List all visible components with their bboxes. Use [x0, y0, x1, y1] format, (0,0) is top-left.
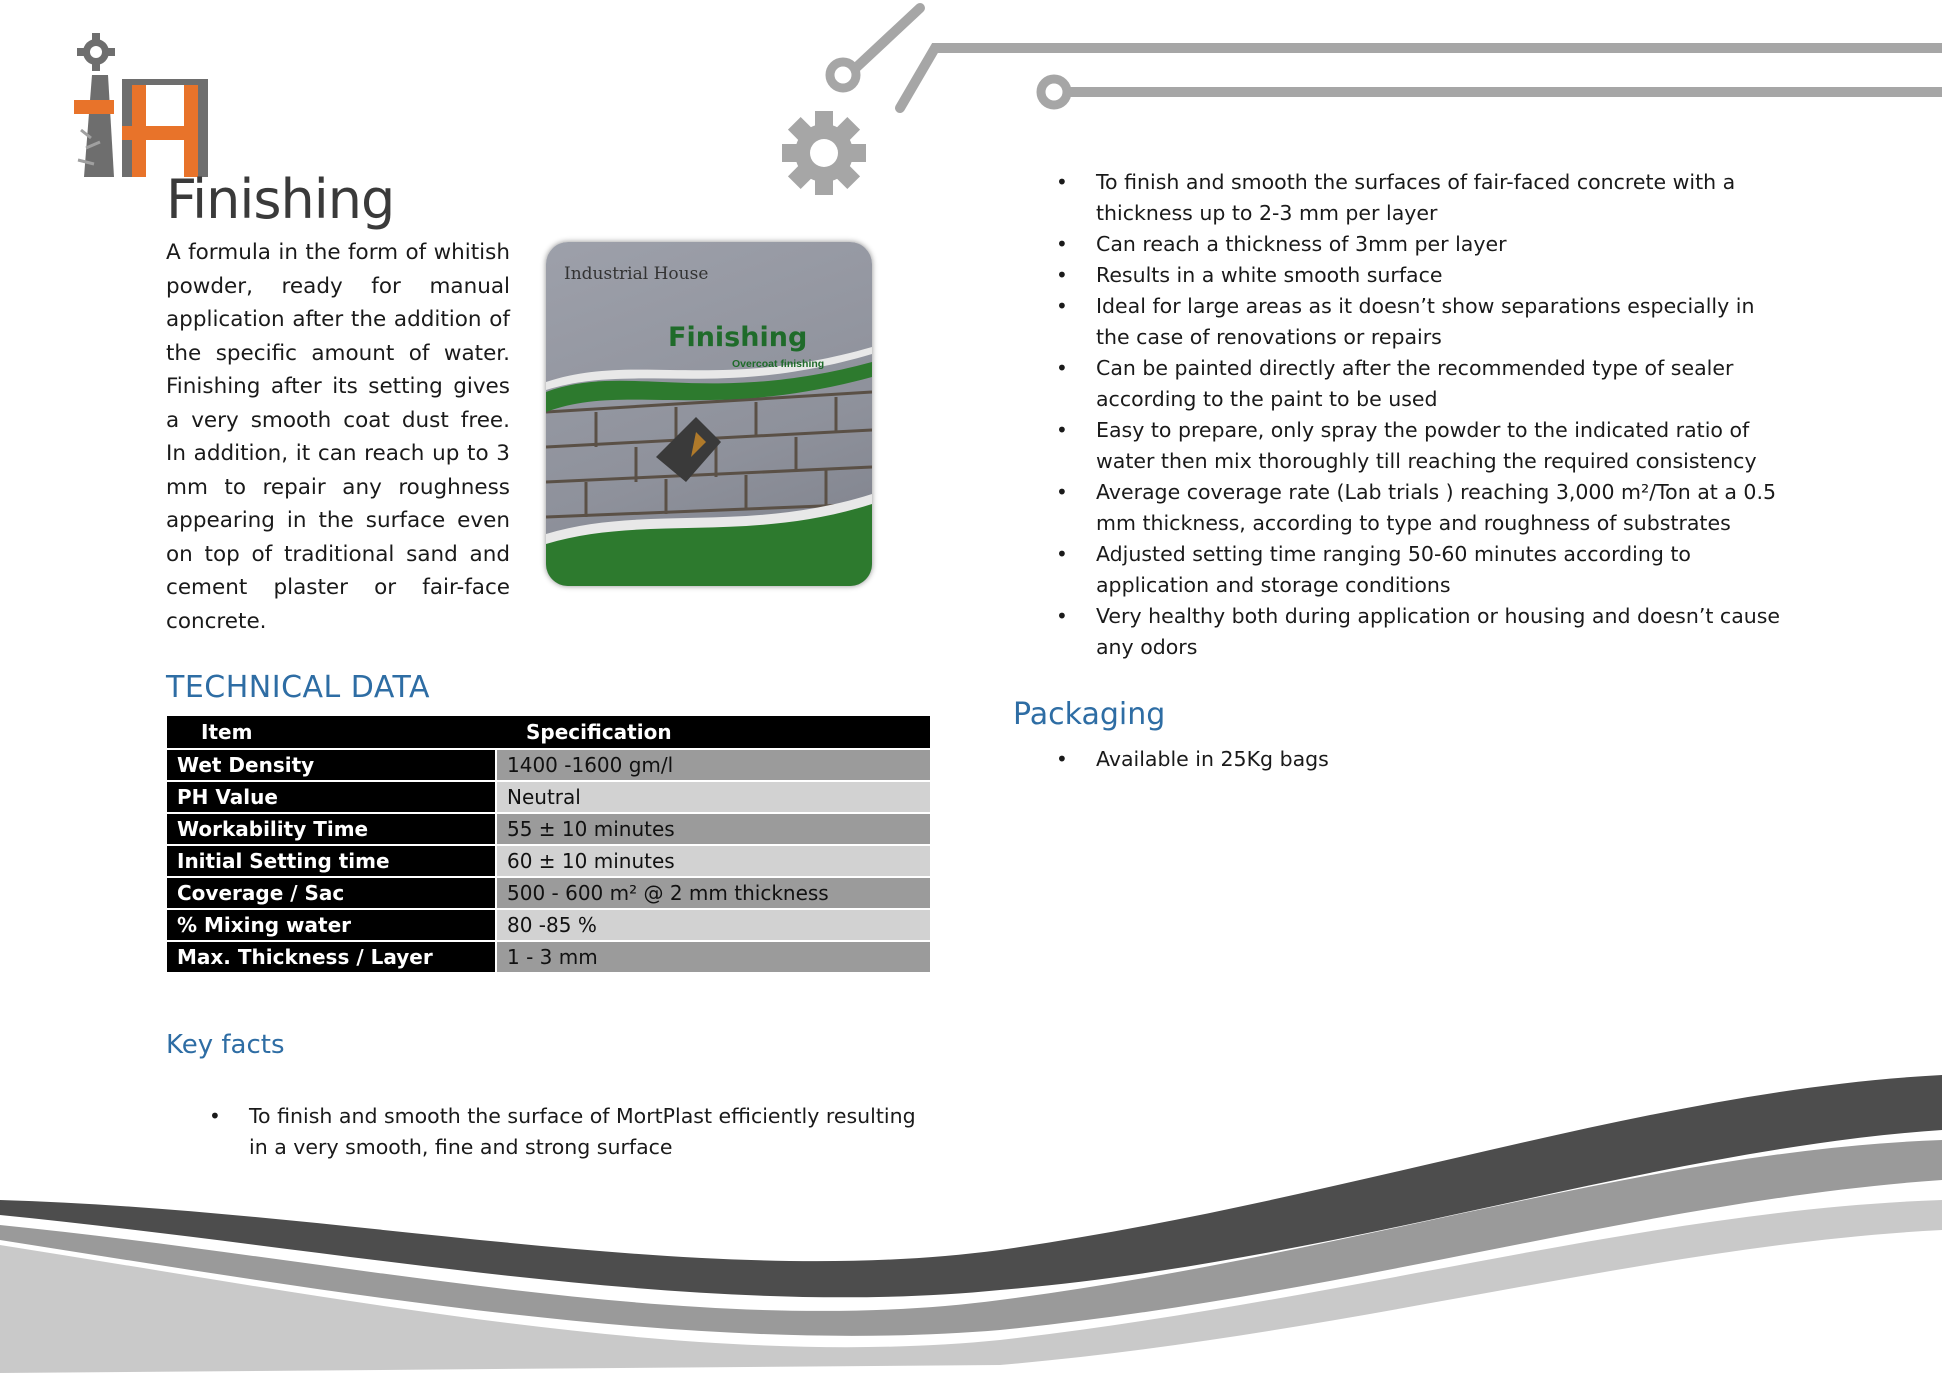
row-item: Workability Time	[167, 813, 496, 845]
gear-icon	[782, 111, 866, 195]
bullet-icon: •	[209, 1104, 221, 1128]
list-item-text: Average coverage rate (Lab trials ) reaching 3,000 m²/Ton at a 0.5 mm thickness, according to type and roughness of substrates	[1096, 480, 1777, 535]
bullet-icon: •	[1056, 604, 1068, 628]
key-facts-list	[209, 1101, 939, 1163]
product-brand: Industrial House	[564, 264, 709, 284]
circuit-node	[830, 62, 856, 88]
list-item	[1056, 415, 1786, 477]
circuit-traces	[845, 8, 1942, 108]
row-spec: Neutral	[496, 781, 930, 813]
logo-gear-icon	[77, 33, 115, 71]
table-row	[167, 941, 930, 973]
list-item-text: Ideal for large areas as it doesn’t show separations especially in the case of renovations or repairs	[1096, 294, 1755, 349]
row-spec: 80 -85 %	[496, 909, 930, 941]
bullet-icon: •	[1056, 294, 1068, 318]
list-item	[1056, 539, 1786, 601]
intro-paragraph: A formula in the form of whitish powder, ready for manual application after the addition of the specific amount of water. Finishing after its setting gives a very smooth coat dust free. In addition, it can reach up to 3 mm to repair any roughness appearing in the surface even on top of traditional sand and cement plaster or fair-face concrete.	[166, 240, 510, 634]
list-item-text: Can be painted directly after the recommended type of sealer according to the paint to be used	[1096, 356, 1734, 411]
technical-data-table	[167, 716, 930, 974]
list-item	[1056, 260, 1786, 291]
product-image	[546, 242, 872, 586]
table-row	[167, 909, 930, 941]
row-item: Coverage / Sac	[167, 877, 496, 909]
list-item-text: Adjusted setting time ranging 50-60 minutes according to application and storage conditions	[1096, 542, 1691, 597]
circuit-node	[1041, 79, 1067, 105]
table-row	[167, 845, 930, 877]
row-item: % Mixing water	[167, 909, 496, 941]
list-item	[1056, 744, 1696, 775]
table-row	[167, 781, 930, 813]
row-item: Max. Thickness / Layer	[167, 941, 496, 973]
list-item	[1056, 229, 1786, 260]
bullet-icon: •	[1056, 170, 1068, 194]
list-item	[1056, 167, 1786, 229]
technical-data-heading: TECHNICAL DATA	[166, 670, 431, 705]
company-logo	[66, 30, 216, 180]
list-item-text: To finish and smooth the surfaces of fair-faced concrete with a thickness up to 2-3 mm per layer	[1096, 170, 1736, 225]
table-row	[167, 877, 930, 909]
page-title: Finishing	[166, 168, 395, 231]
row-item: Initial Setting time	[167, 845, 496, 877]
row-spec: 1 - 3 mm	[496, 941, 930, 973]
row-spec: 1400 -1600 gm/l	[496, 749, 930, 781]
product-name: Finishing	[668, 322, 808, 353]
packaging-heading: Packaging	[1013, 697, 1166, 732]
row-spec: 500 - 600 m² @ 2 mm thickness	[496, 877, 930, 909]
bullet-icon: •	[1056, 480, 1068, 504]
row-item: PH Value	[167, 781, 496, 813]
bullet-icon: •	[1056, 747, 1068, 771]
list-item-text: Can reach a thickness of 3mm per layer	[1096, 232, 1507, 256]
product-subtitle: Overcoat finishing	[732, 358, 825, 370]
key-facts-heading: Key facts	[166, 1030, 285, 1060]
packaging-list	[1056, 744, 1696, 775]
row-item: Wet Density	[167, 749, 496, 781]
features-list	[1056, 167, 1786, 663]
row-spec: 55 ± 10 minutes	[496, 813, 930, 845]
list-item-text: Easy to prepare, only spray the powder to the indicated ratio of water then mix thoroughly till reaching the required consistency	[1096, 418, 1757, 473]
table-row	[167, 749, 930, 781]
list-item	[1056, 291, 1786, 353]
list-item	[1056, 353, 1786, 415]
row-spec: 60 ± 10 minutes	[496, 845, 930, 877]
bullet-icon: •	[1056, 418, 1068, 442]
list-item	[209, 1101, 939, 1163]
bullet-icon: •	[1056, 542, 1068, 566]
list-item-text: Very healthy both during application or housing and doesn’t cause any odors	[1096, 604, 1781, 659]
column-header-specification: Specification	[496, 716, 930, 749]
table-header-row	[167, 716, 930, 749]
list-item	[1056, 477, 1786, 539]
product-artwork	[546, 242, 872, 586]
column-header-item: Item	[167, 716, 496, 749]
list-item-text: Results in a white smooth surface	[1096, 263, 1443, 287]
table-row	[167, 813, 930, 845]
bullet-icon: •	[1056, 232, 1068, 256]
bullet-icon: •	[1056, 356, 1068, 380]
bullet-icon: •	[1056, 263, 1068, 287]
list-item-text: To finish and smooth the surface of MortPlast efficiently resulting in a very smooth, fine and strong surface	[249, 1104, 916, 1159]
list-item	[1056, 601, 1786, 663]
list-item-text: Available in 25Kg bags	[1096, 747, 1329, 771]
